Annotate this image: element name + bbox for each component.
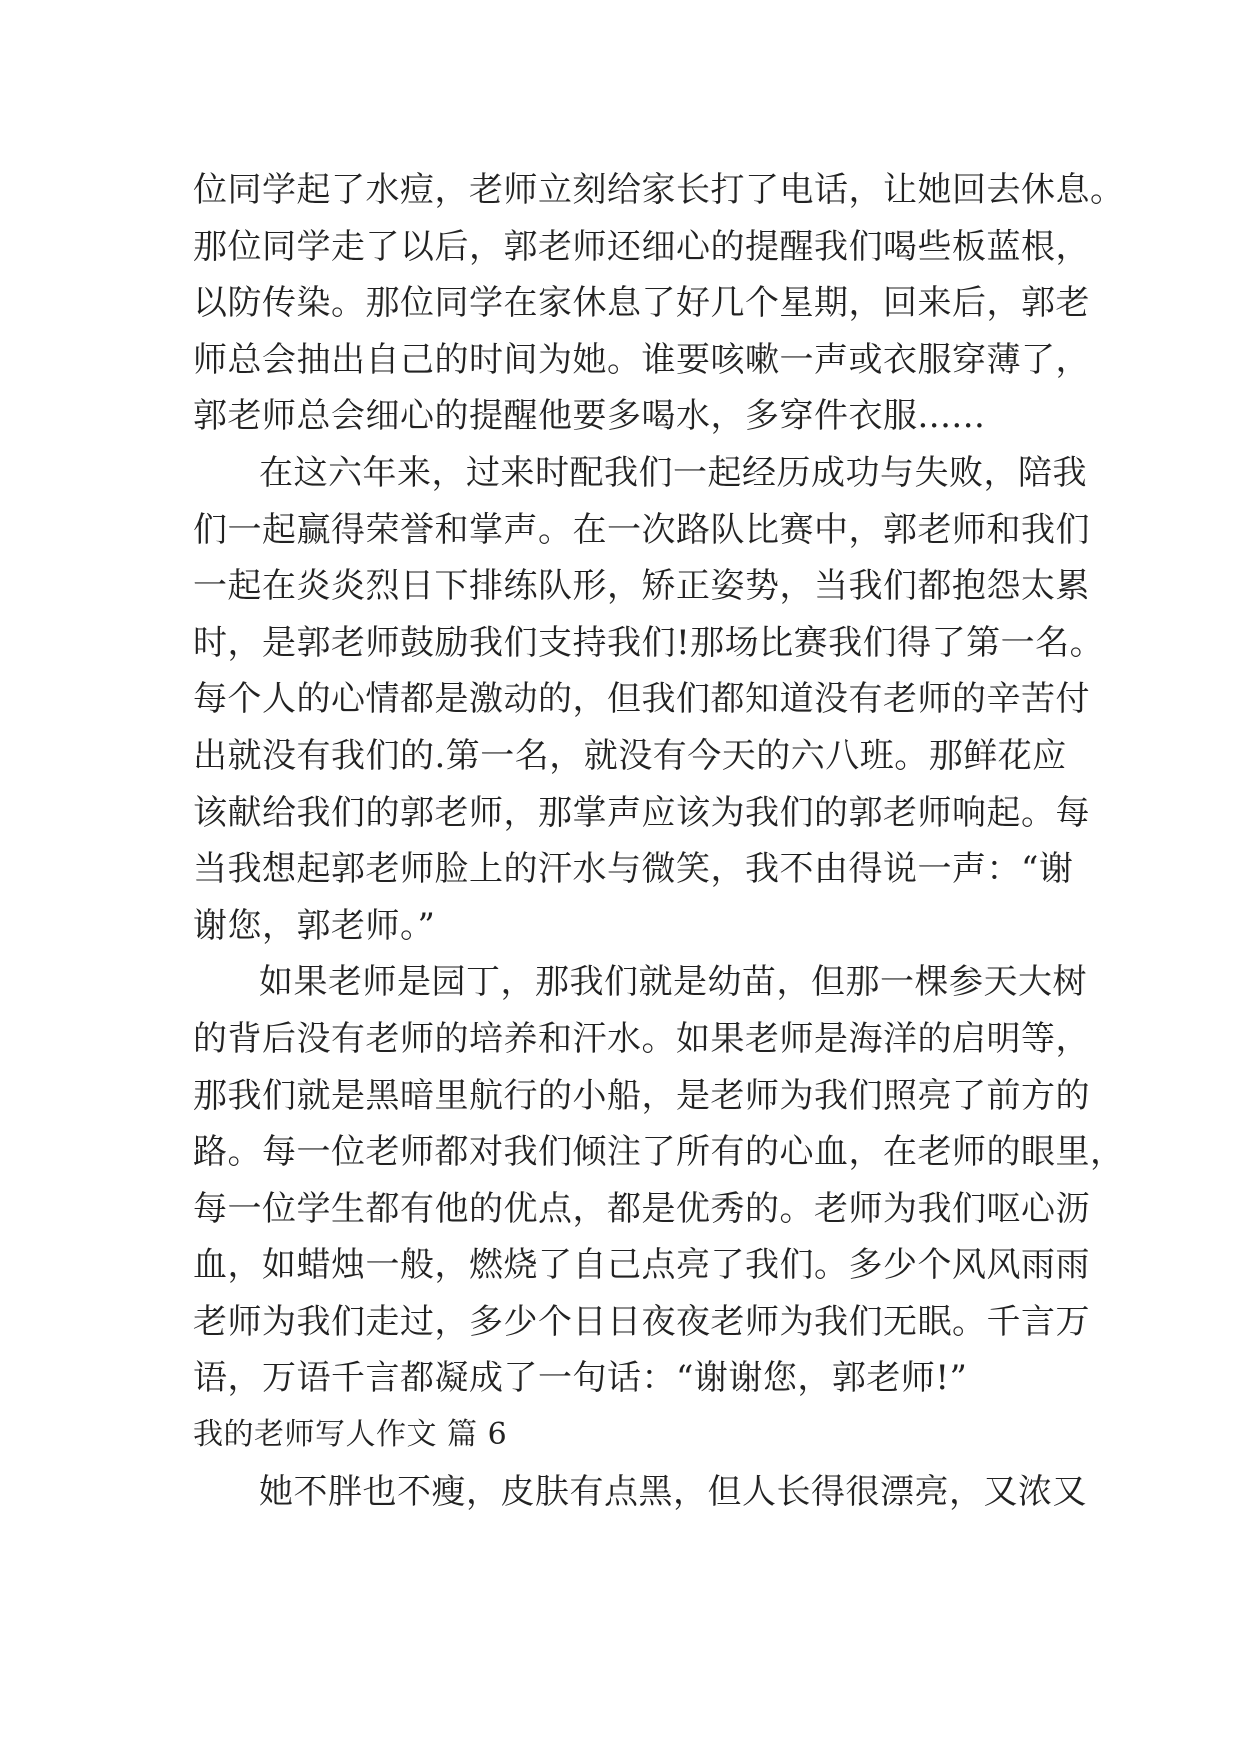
section-heading: 我的老师写人作文 篇 6 bbox=[193, 1417, 508, 1453]
text-line: 郭老师总会细心的提醒他要多喝水，多穿件衣服...... bbox=[193, 396, 986, 437]
paragraph bbox=[193, 445, 1105, 954]
paragraph bbox=[193, 954, 1125, 1407]
text-line: 当我想起郭老师脸上的汗水与微笑，我不由得说一声：“谢 bbox=[193, 849, 1074, 890]
text-line: 那位同学走了以后，郭老师还细心的提醒我们喝些板蓝根， bbox=[193, 226, 1090, 267]
paragraph bbox=[193, 162, 1125, 445]
text-line: 出就没有我们的.第一名，就没有今天的六八班。那鲜花应 bbox=[193, 735, 1067, 776]
text-line: 她不胖也不瘦，皮肤有点黑，但人长得很漂亮，又浓又 bbox=[259, 1471, 1087, 1512]
text-line: 老师为我们走过，多少个日日夜夜老师为我们无眠。千言万 bbox=[193, 1301, 1090, 1342]
text-line: 时，是郭老师鼓励我们支持我们!那场比赛我们得了第一名。 bbox=[193, 622, 1105, 663]
text-line: 路。每一位老师都对我们倾注了所有的心血，在老师的眼里， bbox=[193, 1132, 1125, 1173]
text-line: 们一起赢得荣誉和掌声。在一次路队比赛中，郭老师和我们 bbox=[193, 509, 1090, 550]
text-line: 每个人的心情都是激动的，但我们都知道没有老师的辛苦付 bbox=[193, 679, 1090, 720]
text-line: 在这六年来，过来时配我们一起经历成功与失败，陪我 bbox=[259, 452, 1087, 493]
text-line: 谢您，郭老师。” bbox=[193, 905, 436, 946]
text-line: 师总会抽出自己的时间为她。谁要咳嗽一声或衣服穿薄了， bbox=[193, 339, 1090, 380]
text-line: 每一位学生都有他的优点，都是优秀的。老师为我们呕心沥 bbox=[193, 1188, 1090, 1229]
text-line: 语，万语千言都凝成了一句话：“谢谢您，郭老师!” bbox=[193, 1358, 968, 1399]
text-line: 以防传染。那位同学在家休息了好几个星期，回来后，郭老 bbox=[193, 283, 1090, 324]
text-line: 该献给我们的郭老师，那掌声应该为我们的郭老师响起。每 bbox=[193, 792, 1090, 833]
text-line: 如果老师是园丁，那我们就是幼苗，但那一棵参天大树 bbox=[259, 962, 1087, 1003]
text-line: 那我们就是黑暗里航行的小船，是老师为我们照亮了前方的 bbox=[193, 1075, 1090, 1116]
text-line: 血，如蜡烛一般，燃烧了自己点亮了我们。多少个风风雨雨 bbox=[193, 1245, 1090, 1286]
text-line: 一起在炎炎烈日下排练队形，矫正姿势，当我们都抱怨太累 bbox=[193, 566, 1090, 607]
text-line: 位同学起了水痘，老师立刻给家长打了电话，让她回去休息。 bbox=[193, 170, 1125, 210]
document-body bbox=[193, 162, 1125, 1520]
text-line: 的背后没有老师的培养和汗水。如果老师是海洋的启明等， bbox=[193, 1018, 1090, 1059]
paragraph bbox=[193, 1464, 1087, 1521]
